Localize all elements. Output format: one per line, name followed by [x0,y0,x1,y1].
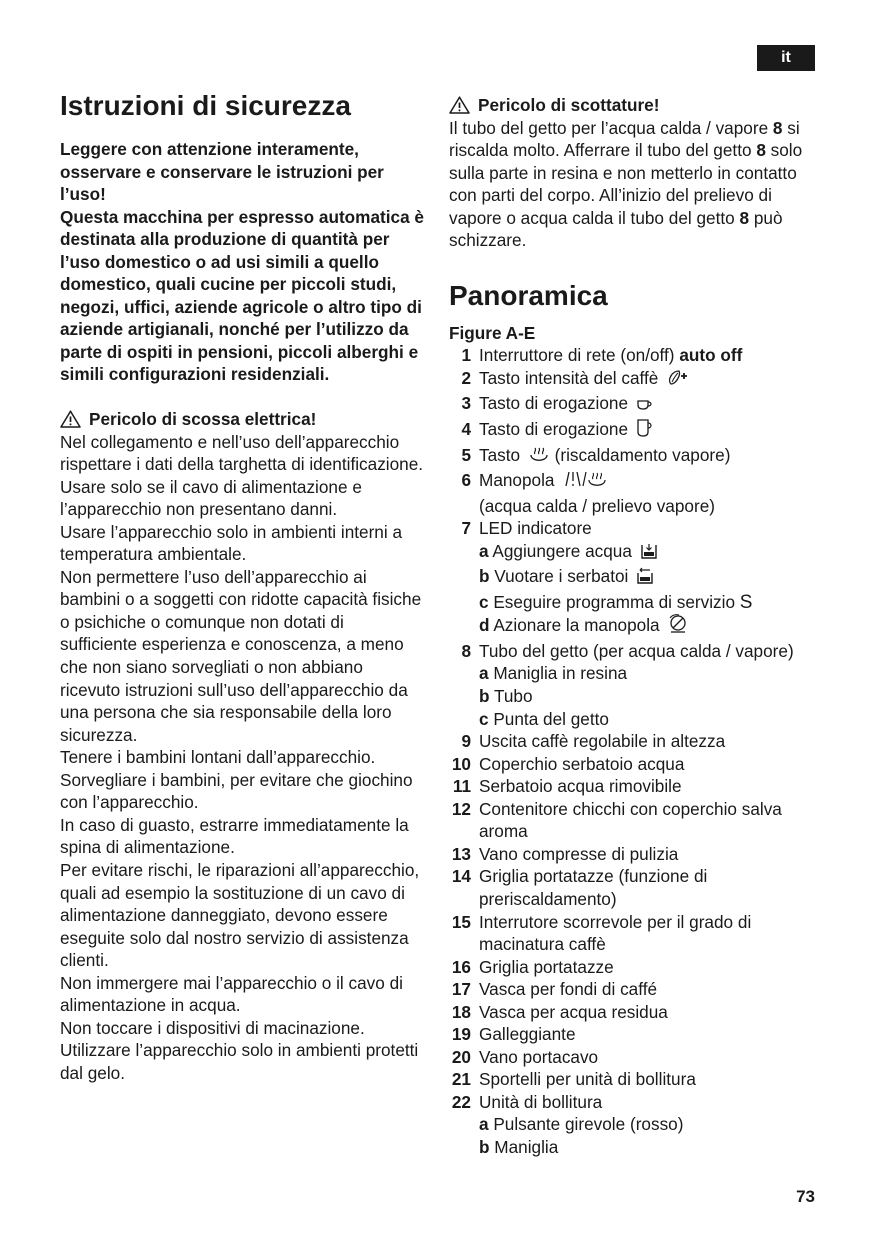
coffee-strength-icon [666,369,690,393]
safety-title: Istruzioni di sicurezza [60,90,351,121]
list-item: 20 Vano portacavo [451,1046,599,1067]
list-item: 21 Sportelli per unità di bollitura [451,1069,696,1090]
sub-item: a Maniglia in resina [479,663,628,684]
warning-triangle-icon [449,96,471,114]
list-item: 10 Coperchio serbatoio acqua [451,753,685,774]
warning-paragraph: Usare solo se il cavo di alimentazione e l’apparecchio non presentano danni. [60,476,362,520]
list-item: 11 Serbatoio acqua rimovibile [452,776,682,797]
list-item: 22 Unità di bollitura [451,1091,603,1112]
list-item: 9 Uscita caffè regolabile in altezza [461,731,726,752]
warning-paragraph: Per evitare rischi, le riparazioni all’apparecchio, quali ad esempio la sostituzione di un cavo di alimentazione danneggiato, devono essere eseguite solo dal nostro servizio di assistenza clienti. [60,859,420,971]
list-item: 8 Tubo del getto (per acqua calda / vapore) [461,640,794,661]
list-item: 16 Griglia portatazze [451,956,614,977]
list-item: 15 Interrutore scorrevole per il grado di macinatura caffè [451,911,752,955]
page-number: 73 [796,1187,815,1206]
scald-warning-text: Il tubo del getto per l’acqua calda / vapore 8 si riscalda molto. Afferrare il tubo del getto 8 solo sulla parte in resina e non metterlo in contatto con parti del corpo. All’inizio del prelievo di vapore o acqua calda il tubo del getto 8 può schizzare. [449,117,803,251]
right-column [449,88,824,1159]
electric-warning-heading [60,408,425,431]
scald-warning-title: Pericolo di scottature! [478,95,660,115]
list-item: 4 Tasto di erogazione [449,418,824,444]
component-list [449,344,824,1158]
large-cup-icon [636,418,654,444]
figure-label: Figure A-E [449,322,536,343]
warning-paragraph: Non immergere mai l’apparecchio o il cavo di alimentazione in acqua. [60,972,403,1016]
list-item: 19 Galleggiante [451,1024,576,1045]
small-cup-icon [636,395,654,418]
list-item: 17 Vasca per fondi di caffé [451,979,658,1000]
warning-paragraph: Usare l’apparecchio solo in ambienti interni a temperatura ambientale. [60,521,403,565]
list-item: 2 Tasto intensità del caffè [449,367,824,393]
empty-container-icon [636,567,654,591]
list-item: 13 Vano compresse di pulizia [451,843,679,864]
list-item: 3 Tasto di erogazione [449,392,824,418]
sub-item: b Vuotare i serbatoi [479,565,824,591]
hot-water-steam-icon [562,469,608,495]
overview-title: Panoramica [449,279,608,311]
left-column [60,88,425,1084]
warning-paragraph: Utilizzare l’apparecchio solo in ambienti protetti dal gelo. [60,1040,419,1083]
list-item: 5 Tasto (riscaldamento vapore) [449,444,824,470]
list-item: 7 LED indicatore [461,518,592,539]
language-label: it [781,49,791,66]
list-item: 18 Vasca per acqua residua [451,1001,668,1022]
intro-paragraph-1: Leggere con attenzione interamente, osservare e conservare le istruzioni per l’uso! [60,139,384,205]
sub-item: c Eseguire programma di servizio S [479,591,753,613]
sub-item: b Tubo [479,686,533,707]
warning-paragraph: Tenere i bambini lontani dall’apparecchio. Sorvegliare i bambini, per evitare che giochino con l’apparecchio. [60,747,413,813]
service-symbol: S [739,591,753,613]
warning-paragraph: In caso di guasto, estrarre immediatamente la spina di alimentazione. [60,814,409,858]
list-item: 12 Contenitore chicchi con coperchio salva aroma [451,798,782,842]
water-tank-icon [640,542,658,566]
sub-item: c Punta del getto [479,708,609,729]
warning-paragraph: Nel collegamento e nell’uso dell’apparecchio rispettare i dati della targhetta di identificazione. [60,431,424,475]
sub-item: a Pulsante girevole (rosso) [479,1114,684,1135]
turn-knob-icon [667,614,689,640]
warning-paragraph: Non permettere l’uso dell’apparecchio ai bambini o a soggetti con ridotte capacità fisiche o psichiche o comunque non dotati di sufficiente esperienza e conoscenza, a meno che non siano sorvegliati o non abbiano ricevuto istruzioni sull’uso dell’apparecchio da una persona che sia responsabile della loro sicurezza. [60,566,422,745]
sub-item: b Maniglia [479,1136,559,1157]
warning-triangle-icon [60,410,82,428]
list-item: 1 Interruttore di rete (on/off) auto off [461,345,743,366]
list-item: 14 Griglia portatazze (funzione di preriscaldamento) [451,866,708,909]
electric-warning-title: Pericolo di scossa elettrica! [89,409,317,430]
list-item: 6 Manopola (acqua calda / prelievo vapore) [461,470,715,516]
sub-item: a Aggiungere acqua [479,540,824,566]
language-tab [757,45,815,71]
intro-paragraph-2: Questa macchina per espresso automatica è destinata alla produzione di quantità per l’uso domestico o ad usi simili a quello domestico, quali cucine per piccoli studi, negozi, uffici, aziende agricole o altro tipo di aziende artigianali, nonché per l’utilizzo da parte di ospiti in pensioni, piccoli alberghi e simili configurazioni residenziali. [60,206,424,385]
sub-item: d Azionare la manopola [479,614,824,640]
scald-warning-heading [449,94,824,117]
steam-icon [528,446,550,470]
warning-paragraph: Non toccare i dispositivi di macinazione. [60,1017,365,1038]
